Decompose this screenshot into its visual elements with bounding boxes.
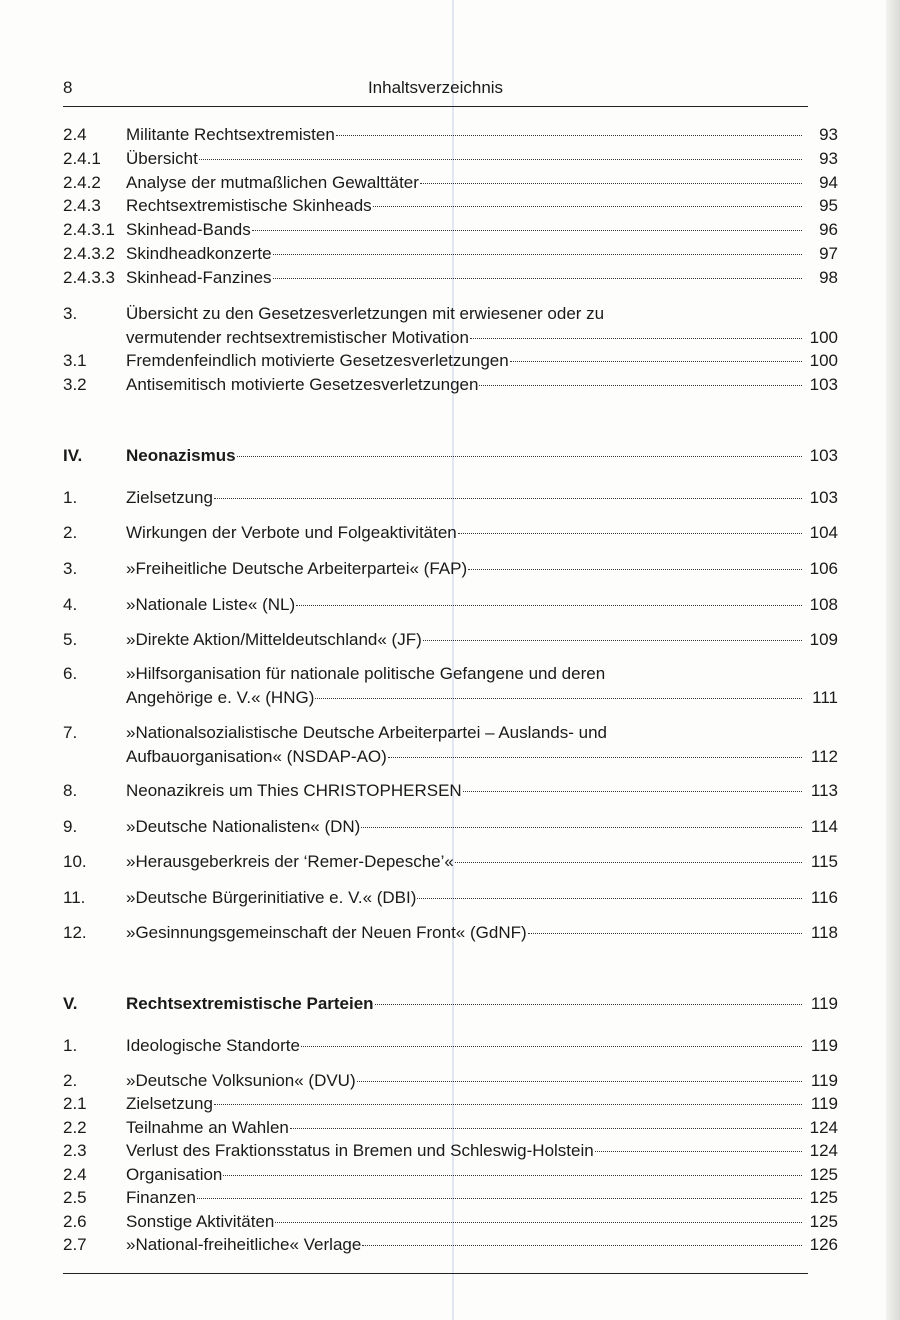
entry-page: 116 — [810, 888, 838, 907]
entry-title: Neonazikreis um Thies CHRISTOPHERSEN — [126, 781, 462, 800]
toc-entry-v-2-6[interactable] — [63, 1210, 838, 1233]
toc-entry-v-2-4[interactable] — [63, 1163, 838, 1186]
entry-number: 2. — [63, 523, 78, 542]
entry-title: »Gesinnungsgemeinschaft der Neuen Front« (GdNF) — [126, 923, 527, 942]
dot-leader — [361, 826, 802, 828]
toc-entry-iv-5[interactable] — [63, 628, 838, 651]
running-title: Inhaltsverzeichnis — [367, 78, 504, 97]
toc-entry-2-4-3-2[interactable] — [63, 242, 838, 265]
entry-number: 3.1 — [63, 351, 87, 370]
entry-number: 2.5 — [63, 1188, 87, 1207]
toc-entry-3-line1[interactable] — [63, 302, 838, 325]
entry-page: 113 — [810, 781, 838, 800]
toc-entry-iv-12[interactable] — [63, 921, 838, 944]
dot-leader — [420, 182, 802, 184]
entry-number: 2.4.3 — [63, 196, 101, 215]
entry-title: Finanzen — [126, 1188, 196, 1207]
dot-leader — [273, 253, 802, 255]
entry-number: 7. — [63, 723, 78, 742]
dot-leader — [362, 1244, 802, 1246]
entry-number: 2.4.1 — [63, 149, 101, 168]
entry-page: 93 — [819, 149, 838, 168]
entry-page: 100 — [809, 351, 838, 370]
entry-title: Fremdenfeindlich motivierte Gesetzesverletzungen — [126, 351, 509, 370]
entry-page: 104 — [809, 523, 838, 542]
dot-leader — [528, 932, 802, 934]
entry-page: 112 — [810, 747, 838, 766]
entry-page: 106 — [809, 559, 838, 578]
toc-entry-iv-2[interactable] — [63, 521, 838, 544]
entry-title: Zielsetzung — [126, 1094, 213, 1113]
entry-page: 114 — [810, 817, 838, 836]
entry-number: 2.4.3.3 — [63, 268, 115, 287]
toc-entry-iv-10[interactable] — [63, 850, 838, 873]
toc-entry-iv-6-line1[interactable] — [63, 662, 838, 685]
entry-page: 118 — [810, 923, 838, 942]
toc-chapter-iv[interactable] — [63, 444, 838, 467]
chapter-title: Neonazismus — [126, 446, 236, 465]
entry-title: Ideologische Standorte — [126, 1036, 300, 1055]
toc-entry-iv-9[interactable] — [63, 815, 838, 838]
entry-page: 125 — [809, 1188, 838, 1207]
entry-title: »Deutsche Nationalisten« (DN) — [126, 817, 361, 836]
dot-leader — [375, 1003, 802, 1005]
entry-page: 124 — [809, 1118, 838, 1137]
toc-entry-v-1[interactable] — [63, 1034, 838, 1057]
toc-entry-2-4-2[interactable] — [63, 171, 838, 194]
entry-page: 125 — [809, 1165, 838, 1184]
toc-entry-2-4-3-1[interactable] — [63, 218, 838, 241]
entry-number: 3. — [63, 304, 78, 323]
toc-entry-iv-4[interactable] — [63, 593, 838, 616]
entry-title: »Freiheitliche Deutsche Arbeiterpartei« (FAP) — [126, 559, 468, 578]
entry-number: 2.4 — [63, 125, 87, 144]
entry-page: 97 — [819, 244, 838, 263]
entry-title: »Direkte Aktion/Mitteldeutschland« (JF) — [126, 630, 422, 649]
entry-number: 1. — [63, 1036, 78, 1055]
dot-leader — [223, 1174, 802, 1176]
toc-entry-iv-7-line1[interactable] — [63, 721, 838, 744]
dot-leader — [479, 384, 802, 386]
entry-page: 124 — [809, 1141, 838, 1160]
entry-page: 119 — [810, 1036, 838, 1055]
entry-title: Sonstige Aktivitäten — [126, 1212, 275, 1231]
dot-leader — [275, 1221, 802, 1223]
entry-title: Rechtsextremistische Skinheads — [126, 196, 372, 215]
dot-leader — [458, 532, 802, 534]
dot-leader — [510, 360, 802, 362]
dot-leader — [199, 158, 802, 160]
entry-page: 98 — [819, 268, 838, 287]
entry-title: Antisemitisch motivierte Gesetzesverletzungen — [126, 375, 479, 394]
entry-number: 2.4.3.2 — [63, 244, 115, 263]
toc-entry-3-1[interactable] — [63, 349, 838, 372]
entry-number: 2.3 — [63, 1141, 87, 1160]
toc-entry-iv-6[interactable] — [63, 686, 838, 709]
entry-title-line1: Übersicht zu den Gesetzesverletzungen mit erwiesener oder zu — [126, 304, 605, 323]
entry-page: 93 — [819, 125, 838, 144]
toc-entry-v-2[interactable] — [63, 1069, 838, 1092]
toc-entry-iv-1[interactable] — [63, 486, 838, 509]
entry-title: Analyse der mutmaßlichen Gewalttäter — [126, 173, 419, 192]
entry-page: 109 — [809, 630, 838, 649]
entry-title: Übersicht — [126, 149, 198, 168]
entry-number: 3.2 — [63, 375, 87, 394]
toc-entry-iv-7[interactable] — [63, 745, 838, 768]
dot-leader — [357, 1080, 802, 1082]
dot-leader — [290, 1127, 802, 1129]
dot-leader — [237, 455, 802, 457]
entry-title: »Deutsche Volksunion« (DVU) — [126, 1071, 356, 1090]
chapter-title: Rechtsextremistische Parteien — [126, 994, 374, 1013]
toc-entry-2-4-3-3[interactable] — [63, 266, 838, 289]
dot-leader — [301, 1045, 802, 1047]
entry-number: 2. — [63, 1071, 78, 1090]
toc-entry-2-4-1[interactable] — [63, 147, 838, 170]
entry-title: Organisation — [126, 1165, 223, 1184]
entry-title: Angehörige e. V.« (HNG) — [126, 688, 315, 707]
entry-page: 94 — [819, 173, 838, 192]
toc-entry-3[interactable] — [63, 326, 838, 349]
entry-title: Verlust des Fraktionsstatus in Bremen und Schleswig-Holstein — [126, 1141, 594, 1160]
entry-title: Skindheadkonzerte — [126, 244, 272, 263]
entry-page: 103 — [809, 375, 838, 394]
dot-leader — [273, 277, 802, 279]
dot-leader — [423, 639, 802, 641]
entry-page: 119 — [810, 994, 838, 1013]
dot-leader — [315, 697, 802, 699]
entry-title: Skinhead-Fanzines — [126, 268, 272, 287]
dot-leader — [214, 1103, 802, 1105]
entry-title: Wirkungen der Verbote und Folgeaktivitäten — [126, 523, 457, 542]
dot-leader — [468, 568, 802, 570]
entry-number: 2.2 — [63, 1118, 87, 1137]
entry-number: 2.6 — [63, 1212, 87, 1231]
dot-leader — [296, 604, 802, 606]
entry-number: 2.1 — [63, 1094, 87, 1113]
entry-title: Militante Rechtsextremisten — [126, 125, 335, 144]
toc-entry-v-2-1[interactable] — [63, 1092, 838, 1115]
entry-page: 103 — [809, 446, 838, 465]
entry-number: 2.7 — [63, 1235, 87, 1254]
toc-entry-v-2-2[interactable] — [63, 1116, 838, 1139]
dot-leader — [595, 1150, 802, 1152]
entry-number: 10. — [63, 852, 87, 871]
entry-page: 108 — [809, 595, 838, 614]
entry-title: »Herausgeberkreis der ‘Remer-Depesche’« — [126, 852, 454, 871]
entry-page: 119 — [810, 1094, 838, 1113]
entry-page: 95 — [819, 196, 838, 215]
entry-number: 8. — [63, 781, 78, 800]
toc-entry-2-4-3[interactable] — [63, 194, 838, 217]
entry-title: Teilnahme an Wahlen — [126, 1118, 289, 1137]
dot-leader — [373, 205, 802, 207]
entry-number: 4. — [63, 595, 78, 614]
entry-number: 2.4 — [63, 1165, 87, 1184]
toc-entry-iv-8[interactable] — [63, 779, 838, 802]
entry-title: vermutender rechtsextremistischer Motivation — [126, 328, 469, 347]
dot-leader — [463, 790, 802, 792]
entry-number: 5. — [63, 630, 78, 649]
entry-number: 9. — [63, 817, 78, 836]
toc-entry-2-4[interactable] — [63, 123, 838, 146]
toc-entry-iv-11[interactable] — [63, 886, 838, 909]
entry-title: »Nationale Liste« (NL) — [126, 595, 296, 614]
entry-page: 115 — [810, 852, 838, 871]
page-number: 8 — [63, 78, 73, 97]
toc-entry-v-2-5[interactable] — [63, 1186, 838, 1209]
chapter-number: IV. — [63, 446, 83, 465]
entry-title: Aufbauorganisation« (NSDAP-AO) — [126, 747, 387, 766]
entry-title: »National-freiheitliche« Verlage — [126, 1235, 362, 1254]
entry-title: Skinhead-Bands — [126, 220, 251, 239]
dot-leader — [214, 497, 802, 499]
toc-entry-v-2-3[interactable] — [63, 1139, 838, 1162]
entry-title-line1: »Hilfsorganisation für nationale politische Gefangene und deren — [126, 664, 606, 683]
dot-leader — [252, 229, 802, 231]
entry-number: 11. — [63, 888, 86, 907]
entry-page: 96 — [819, 220, 838, 239]
entry-number: 6. — [63, 664, 78, 683]
entry-page: 125 — [809, 1212, 838, 1231]
dot-leader — [470, 337, 802, 339]
chapter-number: V. — [63, 994, 78, 1013]
dot-leader — [388, 756, 802, 758]
entry-title-line1: »Nationalsozialistische Deutsche Arbeiterpartei – Auslands- und — [126, 723, 607, 742]
entry-number: 2.4.3.1 — [63, 220, 115, 239]
entry-number: 3. — [63, 559, 78, 578]
entry-number: 1. — [63, 488, 78, 507]
toc-entry-iv-3[interactable] — [63, 557, 838, 580]
toc-entry-3-2[interactable] — [63, 373, 838, 396]
entry-page: 100 — [809, 328, 838, 347]
entry-number: 12. — [63, 923, 87, 942]
entry-page: 119 — [810, 1071, 838, 1090]
toc-chapter-v[interactable] — [63, 992, 838, 1015]
entry-title: »Deutsche Bürgerinitiative e. V.« (DBI) — [126, 888, 417, 907]
entry-title: Zielsetzung — [126, 488, 213, 507]
entry-page: 103 — [809, 488, 838, 507]
dot-leader — [417, 897, 802, 899]
entry-number: 2.4.2 — [63, 173, 101, 192]
dot-leader — [336, 134, 802, 136]
entry-page: 111 — [812, 688, 838, 707]
dot-leader — [197, 1197, 802, 1199]
toc-entry-v-2-7[interactable] — [63, 1233, 838, 1256]
entry-page: 126 — [809, 1235, 838, 1254]
footer-rule — [63, 1273, 808, 1274]
dot-leader — [455, 861, 802, 863]
